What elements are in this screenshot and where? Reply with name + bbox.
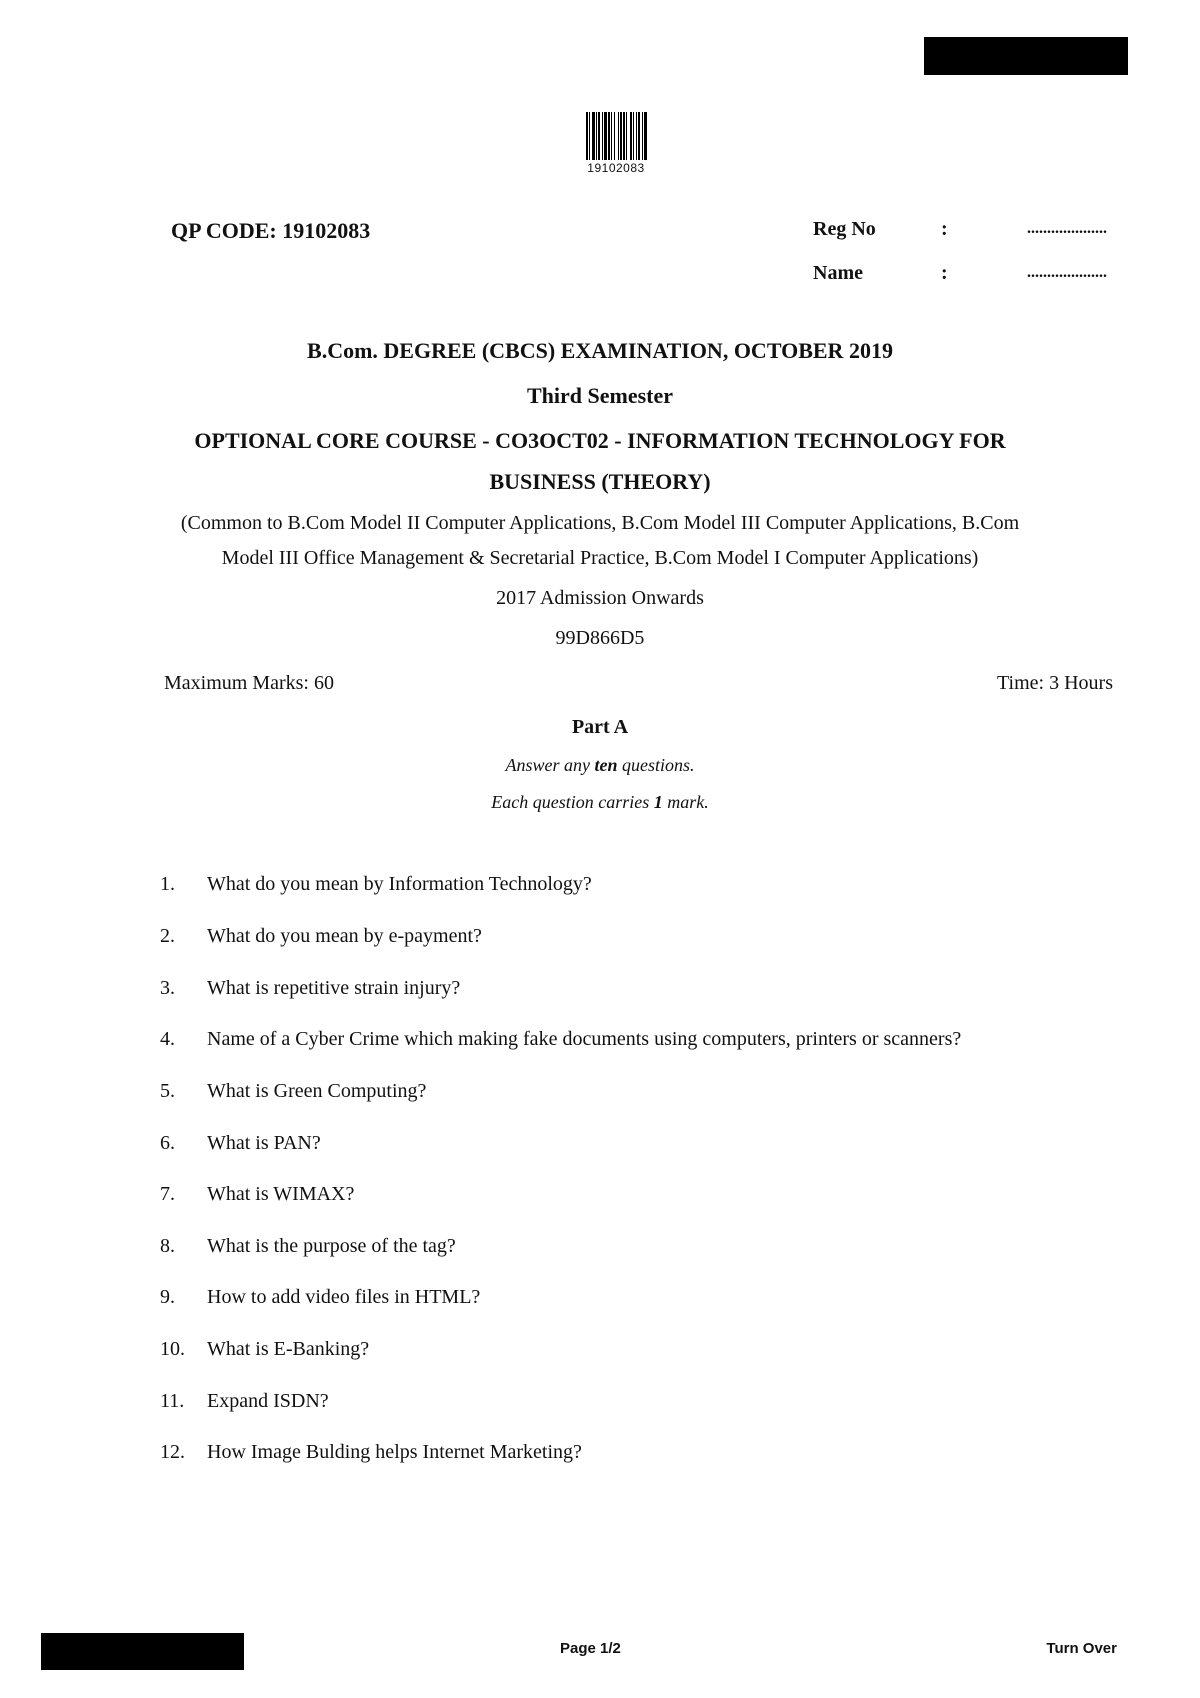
question-item bbox=[160, 925, 482, 948]
reg-no-colon: : bbox=[941, 218, 948, 240]
question-item bbox=[160, 1028, 961, 1051]
question-number: 7. bbox=[160, 1183, 175, 1205]
question-text: Expand ISDN? bbox=[207, 1390, 329, 1412]
name-blank: .................... bbox=[1027, 264, 1107, 281]
question-number: 12. bbox=[160, 1441, 185, 1463]
question-text: What is WIMAX? bbox=[207, 1183, 355, 1205]
barcode-bars bbox=[556, 112, 676, 160]
instruction-answer-post: questions. bbox=[617, 755, 695, 775]
question-item bbox=[160, 1441, 582, 1464]
turn-over-label: Turn Over bbox=[1046, 1640, 1117, 1657]
question-number: 8. bbox=[160, 1235, 175, 1257]
instruction-answer-pre: Answer any bbox=[505, 755, 595, 775]
question-text: Name of a Cyber Crime which making fake documents using computers, printers or scanners? bbox=[207, 1028, 962, 1050]
barcode bbox=[556, 112, 676, 175]
instruction-answer-count: ten bbox=[594, 755, 618, 775]
question-item bbox=[160, 977, 460, 1000]
maximum-marks: Maximum Marks: 60 bbox=[164, 672, 334, 694]
reg-no-blank: .................... bbox=[1027, 220, 1107, 237]
common-to-line2: Model III Office Management & Secretarial Practice, B.Com Model I Computer Applications) bbox=[221, 547, 979, 569]
question-item bbox=[160, 1286, 480, 1309]
paper-code: 99D866D5 bbox=[555, 627, 645, 649]
instruction-marks-count: 1 bbox=[653, 792, 663, 812]
question-text: What is PAN? bbox=[207, 1132, 321, 1154]
question-text: What is E-Banking? bbox=[207, 1338, 370, 1360]
question-item bbox=[160, 1080, 426, 1103]
instruction-marks bbox=[100, 792, 1100, 813]
page-number: Page 1/2 bbox=[560, 1640, 621, 1657]
question-text: What is the purpose of the tag? bbox=[207, 1235, 456, 1257]
question-item bbox=[160, 1132, 321, 1155]
question-item bbox=[160, 873, 592, 896]
question-text: How Image Bulding helps Internet Marketing? bbox=[207, 1441, 582, 1463]
course-title-line2: BUSINESS (THEORY) bbox=[489, 469, 711, 494]
semester: Third Semester bbox=[526, 383, 674, 408]
exam-time: Time: 3 Hours bbox=[997, 672, 1113, 694]
admission-year: 2017 Admission Onwards bbox=[496, 587, 704, 609]
question-number: 6. bbox=[160, 1132, 175, 1154]
part-title: Part A bbox=[571, 716, 629, 738]
question-text: What do you mean by Information Technology? bbox=[207, 873, 592, 895]
question-text: What is repetitive strain injury? bbox=[207, 977, 461, 999]
question-item bbox=[160, 1183, 354, 1206]
question-number: 4. bbox=[160, 1028, 175, 1050]
question-item bbox=[160, 1338, 369, 1361]
question-text: What is Green Computing? bbox=[207, 1080, 427, 1102]
barcode-bar bbox=[644, 112, 647, 160]
question-number: 5. bbox=[160, 1080, 175, 1102]
instruction-answer bbox=[100, 755, 1100, 776]
qp-code: QP CODE: 19102083 bbox=[171, 218, 371, 243]
redaction-box-top bbox=[924, 37, 1128, 75]
instruction-marks-post: mark. bbox=[662, 792, 709, 812]
question-number: 10. bbox=[160, 1338, 185, 1360]
question-number: 1. bbox=[160, 873, 175, 895]
common-to-line1: (Common to B.Com Model II Computer Applications, B.Com Model III Computer Applications, B.Com bbox=[180, 512, 1020, 534]
question-text: What do you mean by e-payment? bbox=[207, 925, 482, 947]
barcode-number: 19102083 bbox=[587, 161, 645, 175]
question-number: 2. bbox=[160, 925, 175, 947]
redaction-box-bottom bbox=[41, 1633, 244, 1670]
question-item bbox=[160, 1390, 329, 1413]
question-number: 11. bbox=[160, 1390, 185, 1412]
question-item bbox=[160, 1235, 456, 1258]
question-number: 3. bbox=[160, 977, 175, 999]
question-text: How to add video files in HTML? bbox=[207, 1286, 481, 1308]
name-colon: : bbox=[941, 262, 948, 284]
exam-title: B.Com. DEGREE (CBCS) EXAMINATION, OCTOBER 2019 bbox=[307, 338, 893, 363]
instruction-marks-pre: Each question carries bbox=[491, 792, 654, 812]
name-label: Name bbox=[813, 262, 863, 284]
question-number: 9. bbox=[160, 1286, 175, 1308]
course-title-line1: OPTIONAL CORE COURSE - CO3OCT02 - INFORMATION TECHNOLOGY FOR bbox=[194, 428, 1006, 453]
reg-no-label: Reg No bbox=[813, 218, 876, 240]
